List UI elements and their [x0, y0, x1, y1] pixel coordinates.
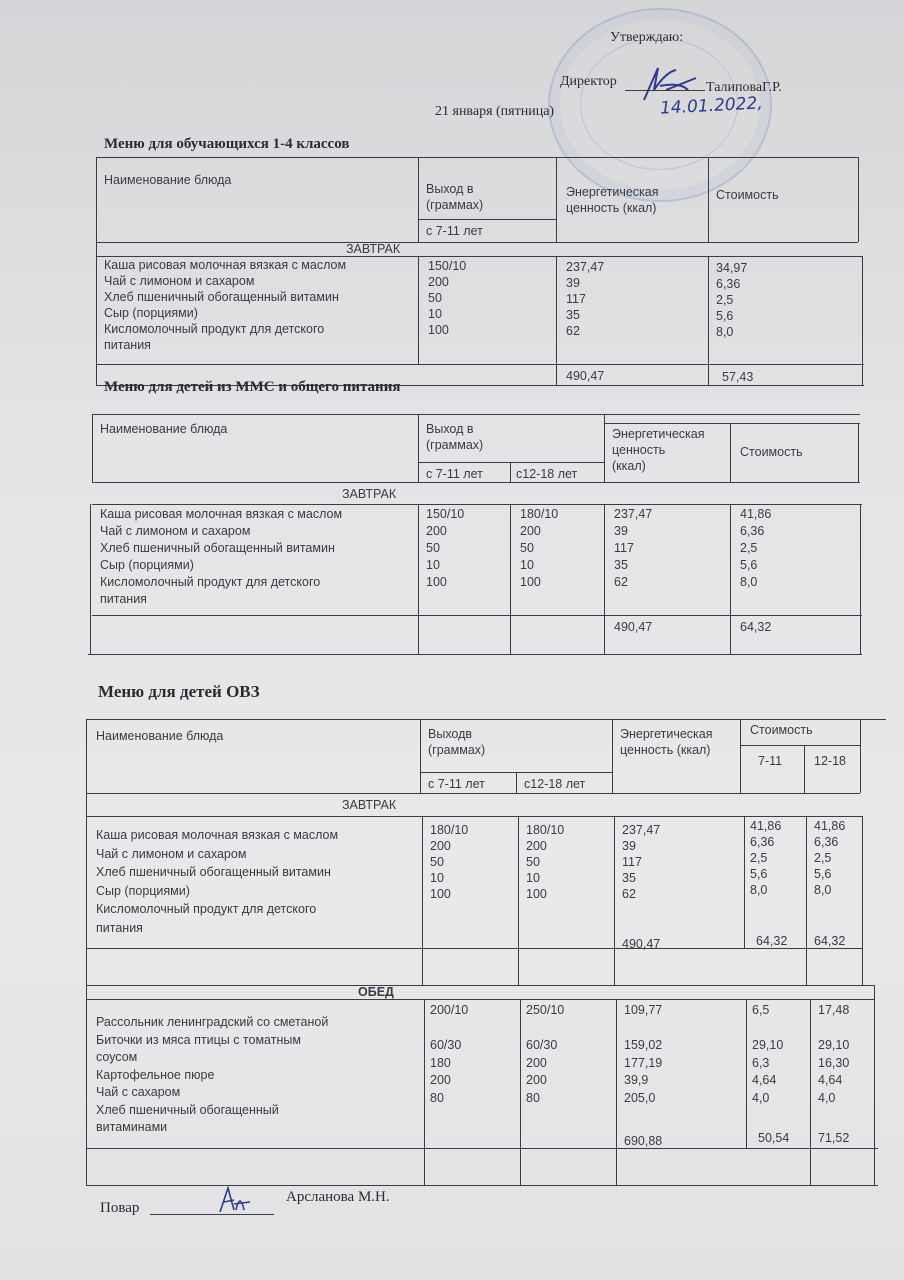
table3-header-cost-12-18: 12-18	[814, 754, 846, 768]
table3-lunch-total-energy: 690,88	[624, 1134, 663, 1148]
table1-total-cost: 57,43	[722, 370, 754, 384]
table1-header-energy: Энергетическая ценность (ккал)	[566, 185, 659, 215]
table3-header-name: Наименование блюда	[96, 729, 224, 743]
table3-lunch-yield2: 250/10 60/30 200 200 80	[526, 1003, 565, 1105]
table3-lunch-energy: 109,77 159,02 177,19 39,9 205,0	[624, 1003, 663, 1105]
table1-yield1: 150/10 200 50 10 100	[428, 259, 467, 337]
table3-lunch-total-cost-7-11: 50,54	[758, 1131, 790, 1145]
table1-header-age1: с 7-11 лет	[426, 224, 483, 238]
table3-header-yield: Выходв (граммах)	[428, 727, 486, 757]
table3-breakfast-total-energy: 490,47	[622, 937, 661, 951]
table1-energy: 237,47 39 117 35 62	[566, 260, 605, 338]
table2-title: Меню для детей из ММС и общего питания	[104, 379, 401, 395]
table3-breakfast-total-cost-12-18: 64,32	[814, 934, 846, 948]
table2-total-energy: 490,47	[614, 620, 653, 634]
table2-dish-names: Каша рисовая молочная вязкая с маслом Чай с лимоном и сахаром Хлеб пшеничный обогащенный витамин Сыр (порциями) Кисломолочный продукт для детского питания	[100, 507, 343, 606]
table1-section-breakfast: ЗАВТРАК	[346, 242, 401, 256]
cook-label: Повар	[100, 1200, 140, 1216]
table2-yield2: 180/10 200 50 10 100	[520, 507, 559, 589]
table2-yield1: 150/10 200 50 10 100	[426, 507, 465, 589]
table2-energy: 237,47 39 117 35 62	[614, 507, 653, 589]
table3-breakfast-yield2: 180/10 200 50 10 100	[526, 823, 565, 901]
table3-breakfast-cost-7-11: 41,86 6,36 2,5 5,6 8,0	[750, 819, 782, 897]
table3-lunch-cost-7-11: 6,5 29,10 6,3 4,64 4,0	[752, 1003, 784, 1105]
table3-header-age2: с12-18 лет	[524, 777, 586, 791]
cook-name: Арсланова М.Н.	[286, 1189, 390, 1205]
table3-header-energy: Энергетическая ценность (ккал)	[620, 727, 713, 757]
table3-lunch-yield1: 200/10 60/30 180 200 80	[430, 1003, 469, 1105]
menu-date: 21 января (пятница)	[435, 104, 555, 119]
cook-signature-line	[150, 1214, 274, 1215]
table3-breakfast-cost-12-18: 41,86 6,36 2,5 5,6 8,0	[814, 819, 846, 897]
table3-section-breakfast: ЗАВТРАК	[342, 798, 397, 812]
table3-breakfast-energy: 237,47 39 117 35 62	[622, 823, 661, 901]
signed-date: 14.01.2022,	[659, 93, 764, 119]
table1-cost: 34,97 6,36 2,5 5,6 8,0	[716, 261, 748, 339]
table3-section-lunch: ОБЕД	[358, 985, 394, 999]
table1-header-yield: Выход в (граммах)	[426, 182, 484, 212]
table2-header-energy: Энергетическая ценность (ккал)	[612, 427, 705, 473]
table2-header-age1: с 7-11 лет	[426, 467, 483, 481]
table3-lunch-total-cost-12-18: 71,52	[818, 1131, 850, 1145]
approve-label: Утверждаю:	[610, 30, 684, 45]
table3-header-age1: с 7-11 лет	[428, 777, 485, 791]
table3-header-cost: Стоимость	[750, 723, 813, 737]
table3-lunch-dish-names: Рассольник ленинградский со сметаной Биточки из мяса птицы с томатным соусом Картофельное пюре Чай с сахаром Хлеб пшеничный обогащенный витаминами	[96, 1015, 329, 1134]
table2-total-cost: 64,32	[740, 620, 772, 634]
table2-header-yield: Выход в (граммах)	[426, 422, 484, 452]
director-name: ТалиповаГ.Р.	[706, 80, 782, 95]
table3-header-cost-7-11: 7-11	[758, 754, 783, 768]
table1-header-name: Наименование блюда	[104, 173, 232, 187]
table1-dish-names: Каша рисовая молочная вязкая с маслом Чай с лимоном и сахаром Хлеб пшеничный обогащенный витамин Сыр (порциями) Кисломолочный продукт для детского питания	[104, 258, 347, 352]
table3-breakfast-total-cost-7-11: 64,32	[756, 934, 788, 948]
table1-total-energy: 490,47	[566, 369, 605, 383]
table2-header-cost: Стоимость	[740, 445, 803, 459]
cook-signature	[214, 1182, 254, 1216]
table3-lunch-cost-12-18: 17,48 29,10 16,30 4,64 4,0	[818, 1003, 850, 1105]
table2-header-age2: с12-18 лет	[516, 467, 578, 481]
table1-title: Меню для обучающихся 1-4 классов	[104, 136, 350, 152]
table2-header-name: Наименование блюда	[100, 422, 228, 436]
table1-header-cost: Стоимость	[716, 188, 779, 202]
director-label: Директор	[560, 74, 617, 89]
table3-title: Меню для детей ОВЗ	[98, 682, 260, 701]
table3-breakfast-dish-names: Каша рисовая молочная вязкая с маслом Чай с лимоном и сахаром Хлеб пшеничный обогащенный витамин Сыр (порциями) Кисломолочный продукт для детского питания	[96, 828, 339, 935]
table2-section-breakfast: ЗАВТРАК	[342, 487, 397, 501]
table3-breakfast-yield1: 180/10 200 50 10 100	[430, 823, 469, 901]
table2-cost: 41,86 6,36 2,5 5,6 8,0	[740, 507, 772, 589]
